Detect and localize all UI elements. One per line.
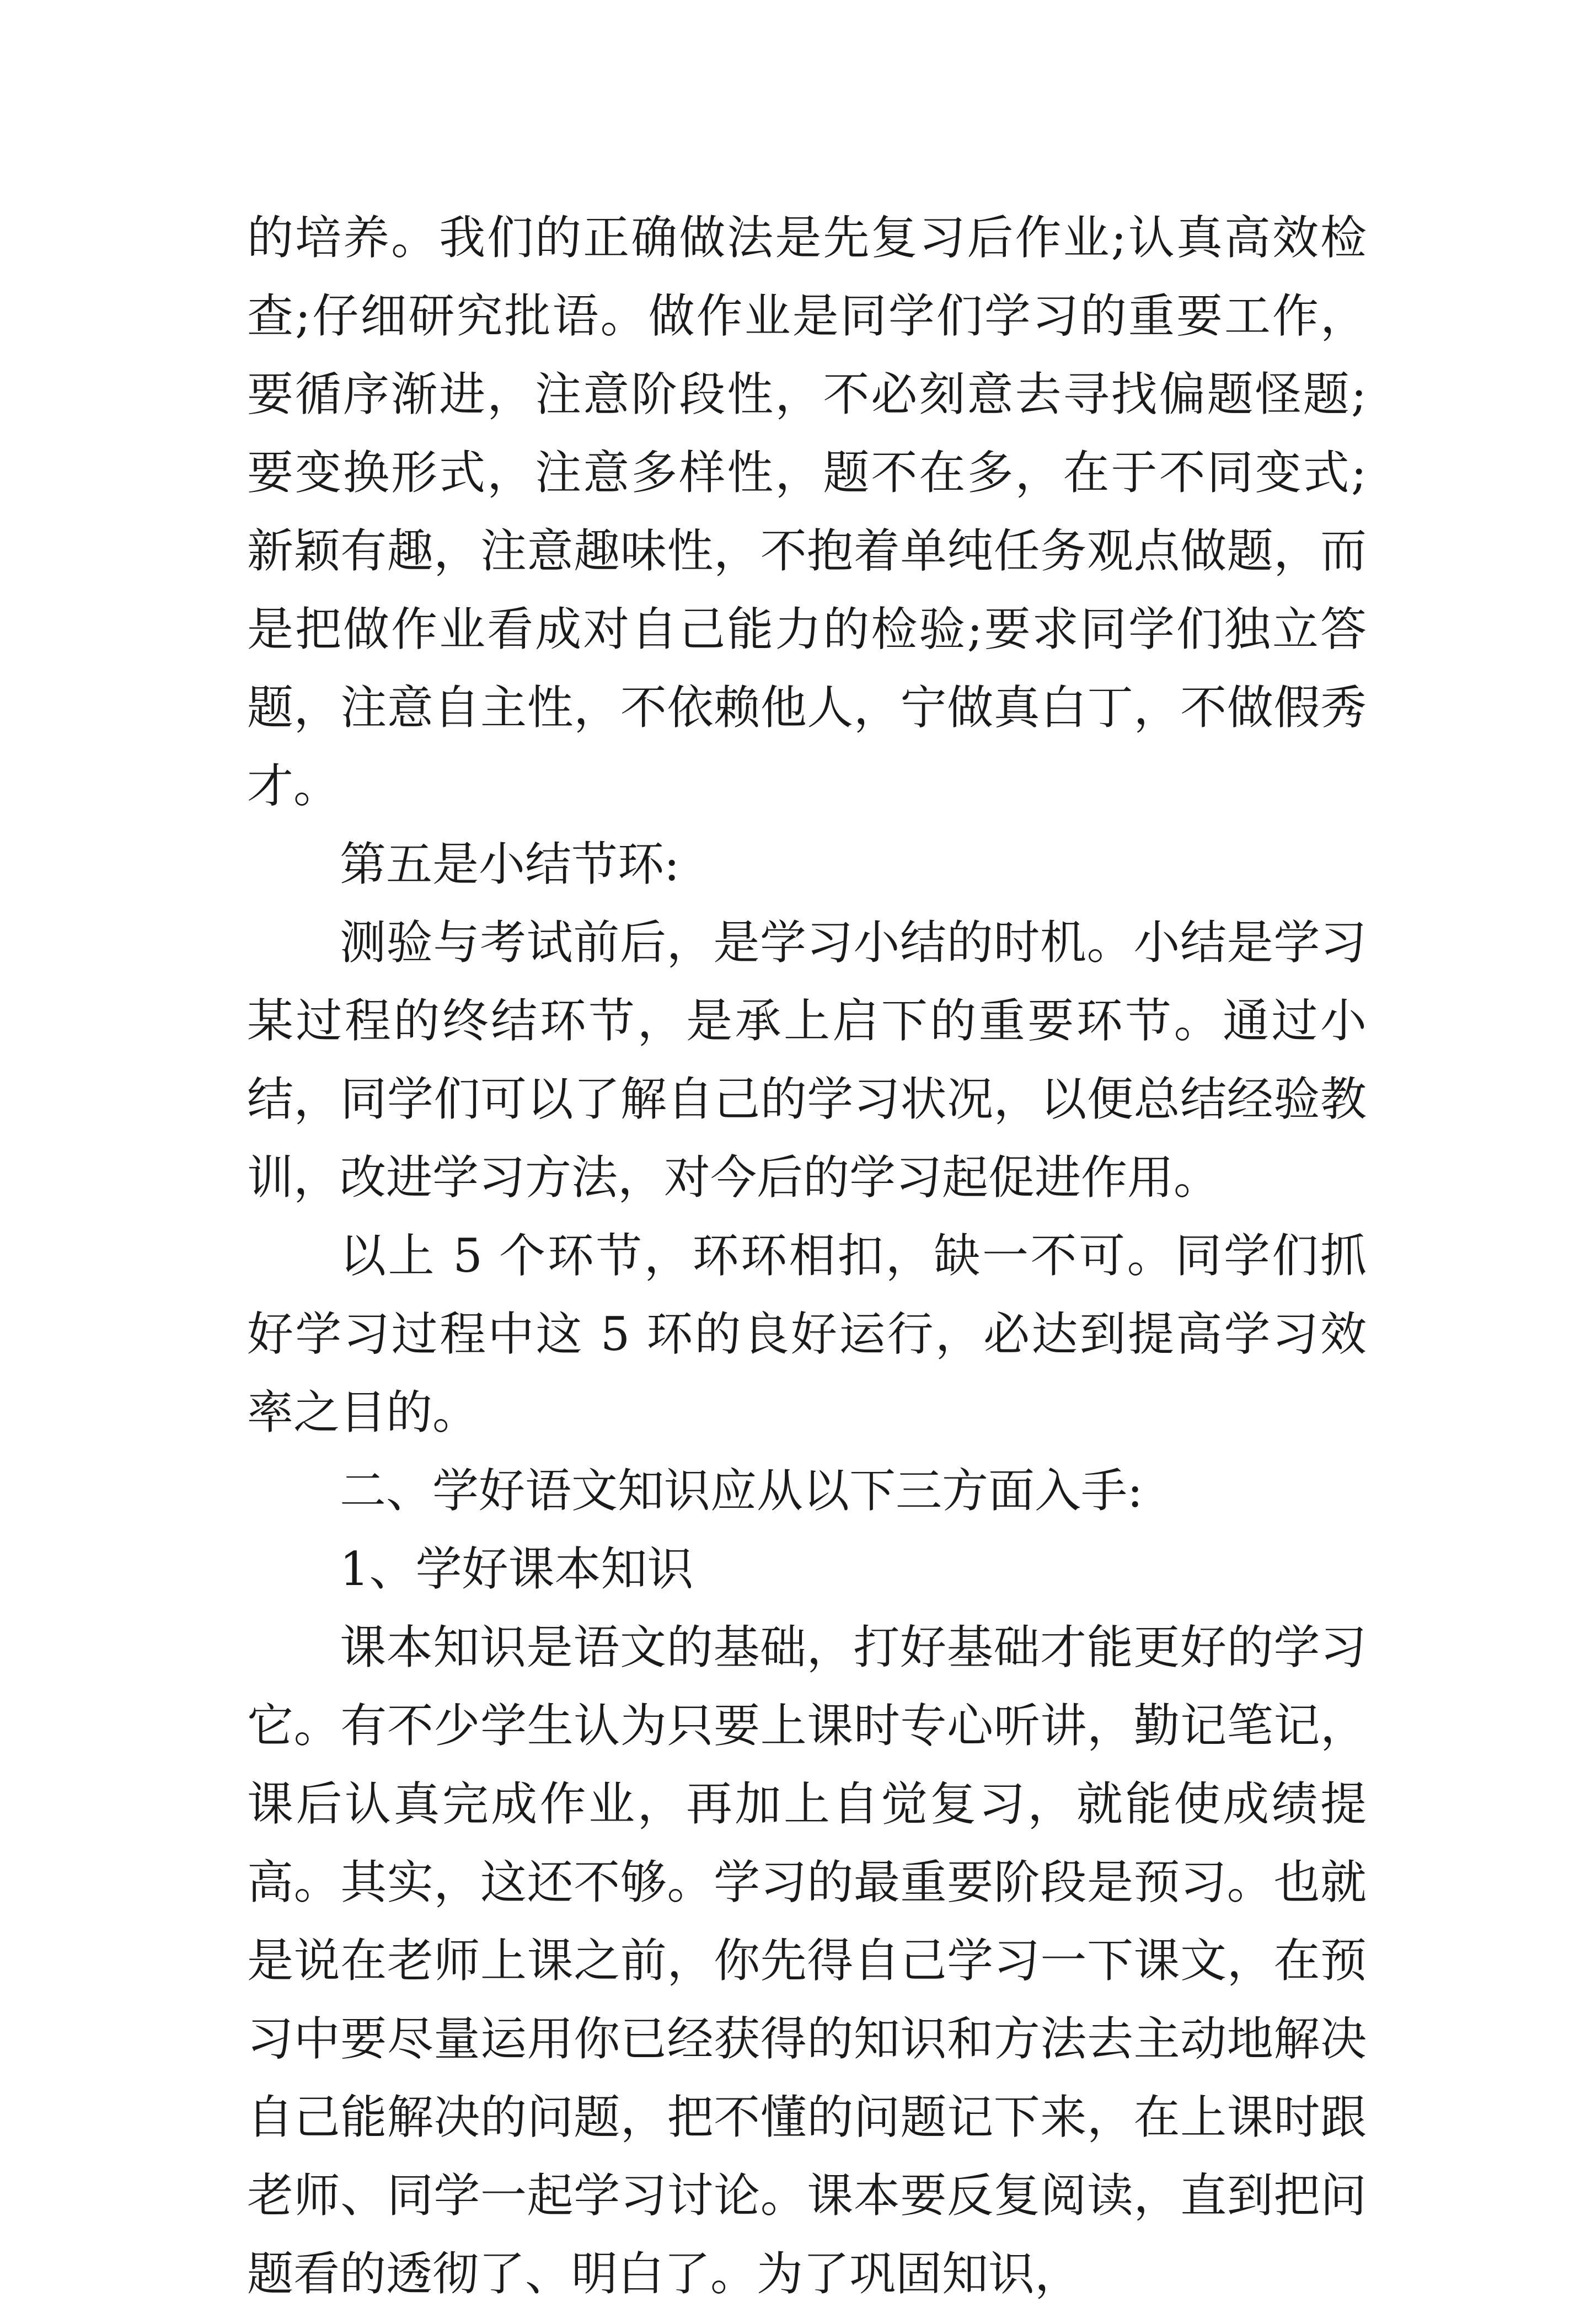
paragraph-summary-timing: 测验与考试前后，是学习小结的时机。小结是学习某过程的终结环节，是承上启下的重要环节。通过小结，同学们可以了解自己的学习状况，以便总结经验教训，改进学习方法，对今后的学习起促进作用。 xyxy=(247,915,1367,1204)
heading-textbook-knowledge: 1、学好课本知识 xyxy=(340,1542,694,1596)
paragraph-homework-habits: 的培养。我们的正确做法是先复习后作业;认真高效检查;仔细研究批语。做作业是同学们学习的重要工作，要循序渐进，注意阶段性，不必刻意去寻找偏题怪题;要变换形式，注意多样性，题不在多，在于不同变式;新颖有趣，注意趣味性，不抱着单纯任务观点做题，而是把做作业看成对自己能力的检验;要求同学们独立答题，注意自主性，不依赖他人，宁做真白丁，不做假秀才。 xyxy=(247,211,1367,813)
heading-fifth-summary-step: 第五是小结节环: xyxy=(340,837,680,891)
document-body xyxy=(247,199,1367,2313)
paragraph-textbook-knowledge: 课本知识是语文的基础，打好基础才能更好的学习它。有不少学生认为只要上课时专心听讲，勤记笔记，课后认真完成作业，再加上自觉复习，就能使成绩提高。其实，这还不够。学习的最重要阶段是预习。也就是说在老师上课之前，你先得自己学习一下课文，在预习中要尽量运用你已经获得的知识和方法去主动地解决自己能解决的问题，把不懂的问题记下来，在上课时跟老师、同学一起学习讨论。课本要反复阅读，直到把问题看的透彻了、明白了。为了巩固知识， xyxy=(247,1620,1367,2301)
heading-section-two: 二、学好语文知识应从以下三方面入手: xyxy=(340,1464,1143,1518)
paragraph-five-steps: 以上 5 个环节，环环相扣，缺一不可。同学们抓好学习过程中这 5 环的良好运行，必达到提高学习效率之目的。 xyxy=(247,1229,1367,1439)
